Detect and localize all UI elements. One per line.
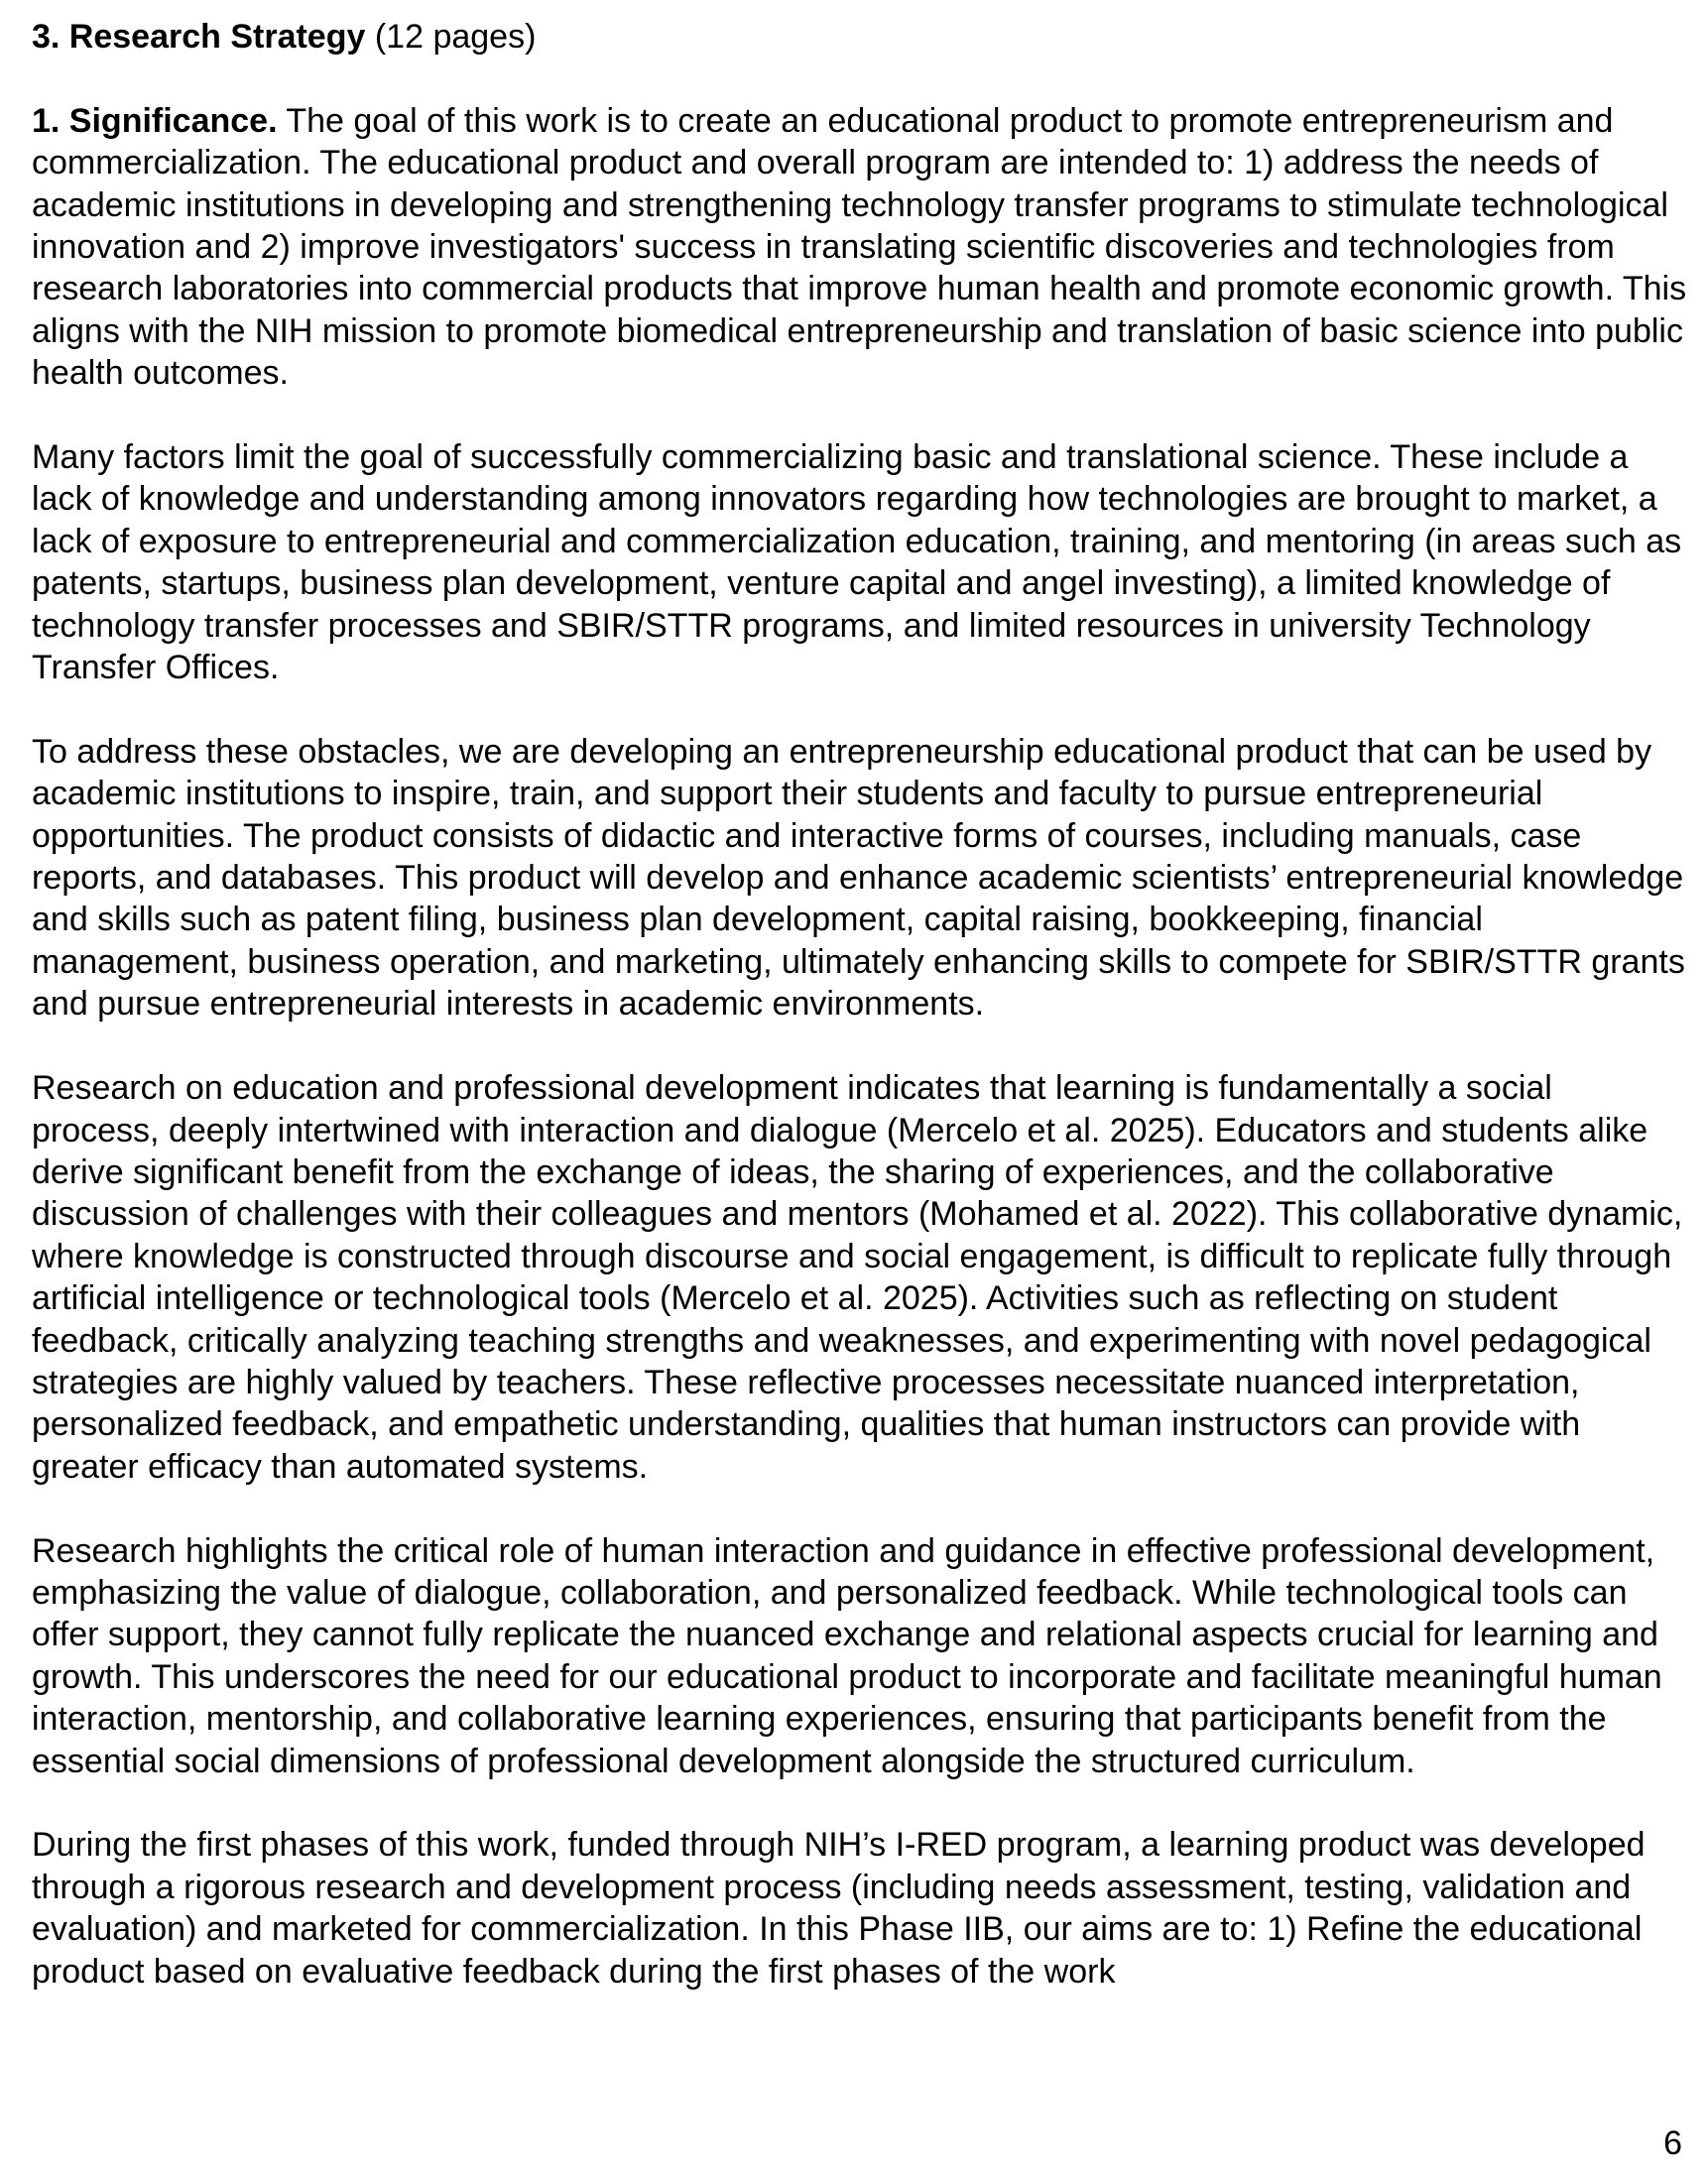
paragraph-social-learning: Research on education and professional development indicates that learning is fundamentally a social process, deeply intertwined with interaction and dialogue (Mercelo et al. 2025). Educators and students alike derive significant benefit from the exchange of ideas, the sharing of experiences, and the collaborative discussion of challenges with their colleagues and mentors (Mohamed et al. 2022). This collaborative dynamic, where knowledge is constructed through discourse and social engagement, is difficult to replicate fully through artificial intelligence or technological tools (Mercelo et al. 2025). Activities such as reflecting on student feedback, critically analyzing teaching strengths and weaknesses, and experimenting with novel pedagogical strategies are highly valued by teachers. These reflective processes necessitate nuanced interpretation, personalized feedback, and empathetic understanding, qualities that human instructors can provide with greater efficacy than automated systems. <box>32 1069 1683 1486</box>
page-number: 6 <box>1663 2124 1682 2162</box>
section-heading-page-limit: (12 pages) <box>365 18 537 56</box>
section-heading <box>32 16 1688 58</box>
document-body <box>32 16 1688 2034</box>
significance-lead: 1. Significance. <box>32 101 278 140</box>
paragraph-limiting-factors: Many factors limit the goal of successfully commercializing basic and translational science. These include a lack of knowledge and understanding among innovators regarding how technologies are brought to market, a lack of exposure to entrepreneurial and commercialization education, training, and mentoring (in areas such as patents, startups, business plan development, venture capital and angel investing), a limited knowledge of technology transfer processes and SBIR/STTR programs, and limited resources in university Technology Transfer Offices. <box>32 438 1682 687</box>
paragraph-first-phases: During the first phases of this work, funded through NIH’s I-RED program, a learning product was developed through a rigorous research and development process (including needs assessment, testing, validation and evaluation) and marketed for commercialization. In this Phase IIB, our aims are to: 1) Refine the educational product based on evaluative feedback during the first phases of the work <box>32 1826 1646 1991</box>
paragraph-educational-product: To address these obstacles, we are developing an entrepreneurship educational product that can be used by academic institutions to inspire, train, and support their students and faculty to pursue entrepreneurial opportunities. The product consists of didactic and interactive forms of courses, including manuals, case reports, and databases. This product will develop and enhance academic scientists’ entrepreneurial knowledge and skills such as patent filing, business plan development, capital raising, bookkeeping, financial management, business operation, and marketing, ultimately enhancing skills to compete for SBIR/STTR grants and pursue entrepreneurial interests in academic environments. <box>32 732 1685 1024</box>
paragraph-significance <box>32 100 1688 395</box>
section-heading-title: 3. Research Strategy <box>32 18 366 56</box>
significance-text: The goal of this work is to create an educational product to promote entrepreneurism and commercialization. The educational product and overall program are intended to: 1) address the needs of academic institutions in developing and strengthening technology transfer programs to stimulate technological innovation and 2) improve investigators' success in translating scientific discoveries and technologies from research laboratories into commercial products that improve human health and promote economic growth. This aligns with the NIH mission to promote biomedical entrepreneurship and translation of basic science into public health outcomes. <box>32 101 1687 393</box>
paragraph-human-interaction: Research highlights the critical role of human interaction and guidance in effective professional development, emphasizing the value of dialogue, collaboration, and personalized feedback. While technological tools can offer support, they cannot fully replicate the nuanced exchange and relational aspects crucial for learning and growth. This underscores the need for our educational product to incorporate and facilitate meaningful human interaction, mentorship, and collaborative learning experiences, ensuring that participants benefit from the essential social dimensions of professional development alongside the structured curriculum. <box>32 1531 1662 1780</box>
